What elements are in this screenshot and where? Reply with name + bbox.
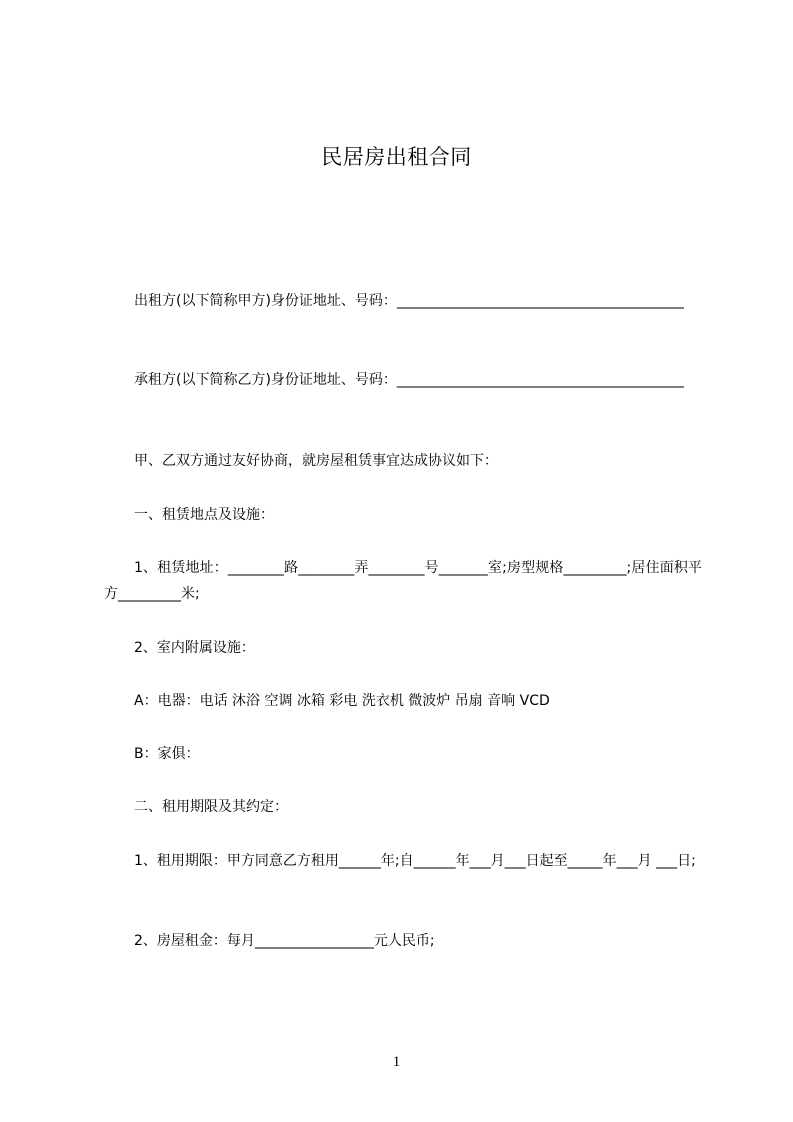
facilities-heading: 2、室内附属设施： — [134, 640, 255, 656]
document-title: 民居房出租合同 — [321, 145, 472, 169]
lease-term-clause: 1、租用期限：甲方同意乙方租用______年;自______年___月___日起至_____年___月 ___日; — [134, 853, 696, 869]
rent-clause: 2、房屋租金：每月_________________元人民币; — [134, 933, 435, 949]
lessor-line: 出租方(以下简称甲方)身份证地址、号码：_________________________________________ — [134, 293, 684, 309]
lessee-line: 承租方(以下简称乙方)身份证地址、号码：_________________________________________ — [134, 372, 684, 388]
rental-address-clause: 1、租赁地址：________路________弄________号_______室;房型规格_________;居住面积平方_________米; — [104, 560, 702, 602]
section-heading-term: 二、租用期限及其约定： — [134, 799, 288, 815]
section-heading-location: 一、租赁地点及设施： — [134, 507, 274, 523]
appliances-line: A：电器：电话 沐浴 空调 冰箱 彩电 洗衣机 微波炉 吊扇 音响 VCD — [134, 693, 550, 709]
intro-paragraph: 甲、乙双方通过友好协商，就房屋租赁事宜达成协议如下： — [134, 453, 498, 469]
page-number: 1 — [392, 1054, 401, 1070]
furniture-line: B：家俱： — [134, 746, 200, 762]
